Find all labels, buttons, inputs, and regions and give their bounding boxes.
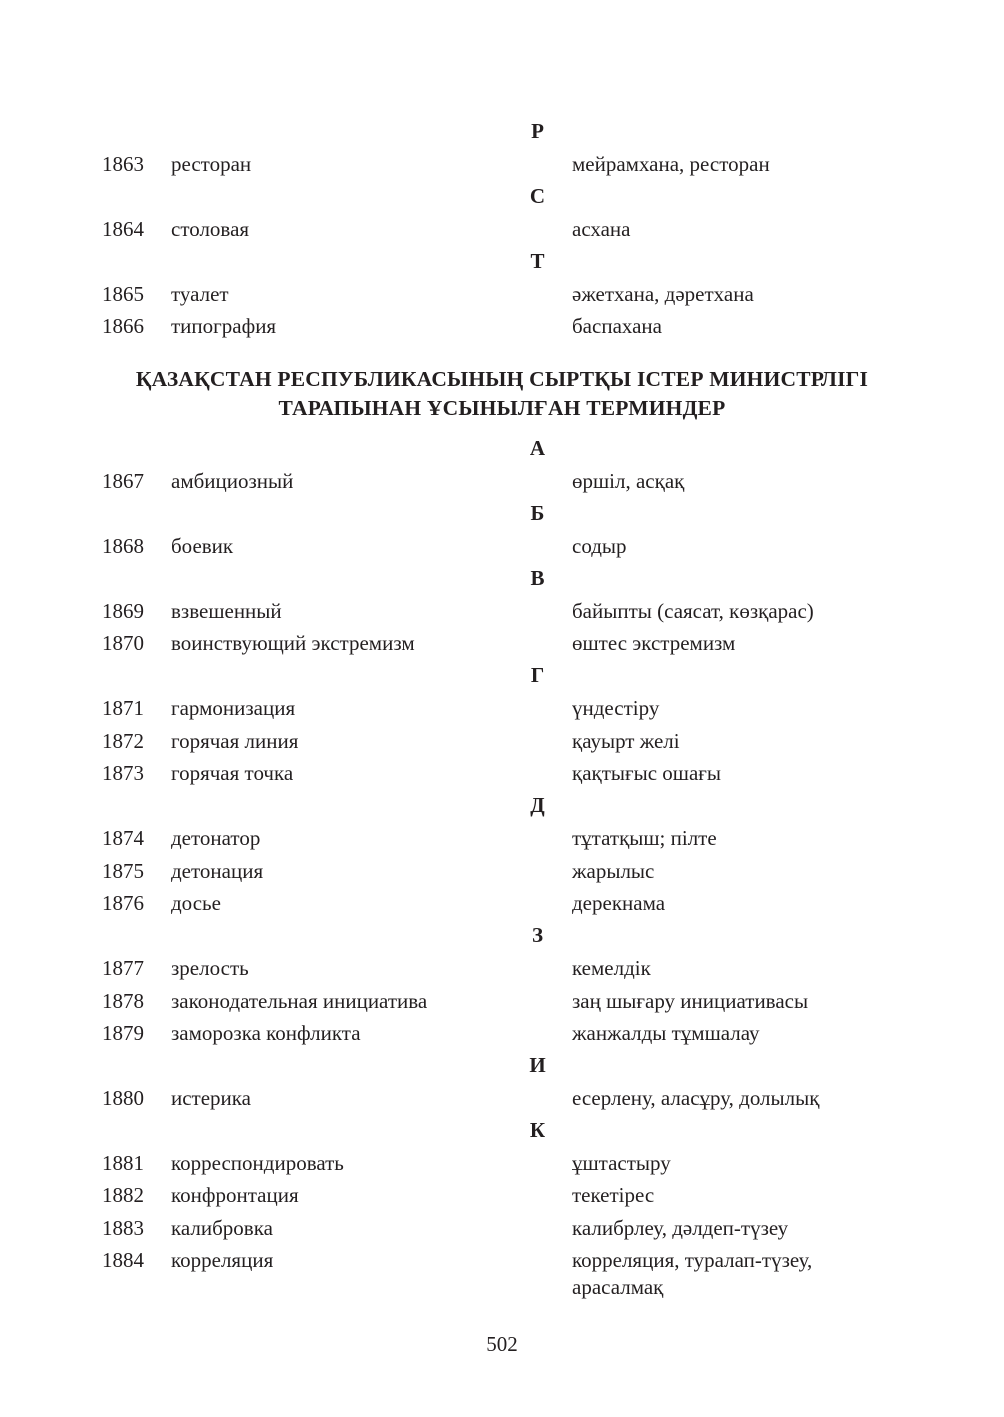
entry-kazakh: мейрамхана, ресторан — [572, 152, 770, 176]
entry-russian: амбициозный — [171, 469, 294, 493]
entry-number: 1865 — [102, 282, 144, 306]
entry-kazakh: қауырт желі — [572, 729, 680, 753]
entry-number: 1881 — [102, 1151, 144, 1175]
entry-number: 1863 — [102, 152, 144, 176]
section-letter: Б — [530, 501, 545, 525]
entry-russian: истерика — [171, 1086, 252, 1110]
entry-kazakh: баспахана — [572, 314, 662, 338]
entry-russian: гармонизация — [171, 696, 296, 720]
entry-russian: столовая — [171, 217, 250, 241]
section-heading-line-1: ҚАЗАҚСТАН РЕСПУБЛИКАСЫНЫҢ СЫРТҚЫ ІСТЕР МИНИСТРЛІГІ — [135, 367, 869, 391]
entry-russian: зрелость — [171, 956, 249, 980]
section-letter: З — [531, 923, 544, 947]
entry-russian: взвешенный — [171, 599, 282, 623]
entry-number: 1866 — [102, 314, 144, 338]
entry-kazakh: содыр — [572, 534, 627, 558]
entry-russian: конфронтация — [171, 1183, 299, 1207]
section-letter: Т — [530, 249, 545, 273]
entry-number: 1869 — [102, 599, 144, 623]
entry-kazakh: өршіл, асқақ — [572, 469, 685, 493]
entry-kazakh: заң шығару инициативасы — [572, 989, 809, 1013]
entry-number: 1878 — [102, 989, 144, 1013]
entry-russian: горячая линия — [171, 729, 299, 753]
page-number: 502 — [486, 1332, 518, 1356]
entry-kazakh: жарылыс — [572, 859, 655, 883]
section-letter: К — [529, 1118, 546, 1142]
entry-number: 1876 — [102, 891, 144, 915]
entry-number: 1884 — [102, 1248, 144, 1272]
entry-kazakh: асхана — [572, 217, 631, 241]
section-letter: С — [529, 184, 546, 208]
entry-kazakh: ұштастыру — [572, 1151, 671, 1175]
entry-kazakh: қақтығыс ошағы — [572, 761, 722, 785]
entry-number: 1864 — [102, 217, 144, 241]
entry-kazakh: есерлену, аласұру, долылық — [572, 1086, 820, 1110]
entry-number: 1880 — [102, 1086, 144, 1110]
section-letter: А — [529, 436, 546, 460]
entry-number: 1870 — [102, 631, 144, 655]
entry-russian: корреспондировать — [171, 1151, 344, 1175]
entry-russian: детонация — [171, 859, 264, 883]
entry-russian: калибровка — [171, 1216, 273, 1240]
section-heading-line-2: ТАРАПЫНАН ҰСЫНЫЛҒАН ТЕРМИНДЕР — [278, 396, 726, 420]
entry-russian: ресторан — [171, 152, 252, 176]
entry-kazakh: текетірес — [572, 1183, 655, 1207]
entry-russian: горячая точка — [171, 761, 294, 785]
entry-number: 1871 — [102, 696, 144, 720]
entry-kazakh: өштес экстремизм — [572, 631, 736, 655]
entry-russian: законодательная инициатива — [171, 989, 428, 1013]
section-letter: В — [530, 566, 545, 590]
entry-russian: боевик — [171, 534, 234, 558]
entry-kazakh: байыпты (саясат, көзқарас) — [572, 599, 814, 623]
entry-number: 1867 — [102, 469, 144, 493]
entry-kazakh: әжетхана, дәретхана — [572, 282, 754, 306]
entry-kazakh: кемелдік — [572, 956, 651, 980]
entry-number: 1873 — [102, 761, 144, 785]
entry-russian: типография — [171, 314, 277, 338]
entry-kazakh: жанжалды тұмшалау — [572, 1021, 760, 1045]
entry-number: 1874 — [102, 826, 144, 850]
entry-russian: досье — [171, 891, 221, 915]
entry-russian: туалет — [171, 282, 229, 306]
entry-russian: заморозка конфликта — [171, 1021, 361, 1045]
entry-russian: воинствующий экстремизм — [171, 631, 415, 655]
entry-russian: детонатор — [171, 826, 261, 850]
section-letter: Г — [530, 663, 545, 687]
entry-russian: корреляция — [171, 1248, 274, 1272]
entry-number: 1875 — [102, 859, 144, 883]
section-letter: Р — [531, 119, 544, 143]
entry-kazakh: корреляция, туралап-түзеу, — [572, 1248, 813, 1272]
section-letter: Д — [530, 793, 545, 817]
entry-number: 1872 — [102, 729, 144, 753]
entry-number: 1882 — [102, 1183, 144, 1207]
entry-number: 1877 — [102, 956, 144, 980]
entry-kazakh: үндестіру — [572, 696, 660, 720]
entry-kazakh: дерекнама — [572, 891, 666, 915]
entry-kazakh-continuation: арасалмақ — [572, 1275, 664, 1299]
entry-number: 1868 — [102, 534, 144, 558]
entry-number: 1879 — [102, 1021, 144, 1045]
entry-kazakh: калибрлеу, дәлдеп-түзеу — [572, 1216, 789, 1240]
entry-kazakh: тұтатқыш; пілте — [572, 826, 717, 850]
section-letter: И — [529, 1053, 546, 1077]
entry-number: 1883 — [102, 1216, 144, 1240]
